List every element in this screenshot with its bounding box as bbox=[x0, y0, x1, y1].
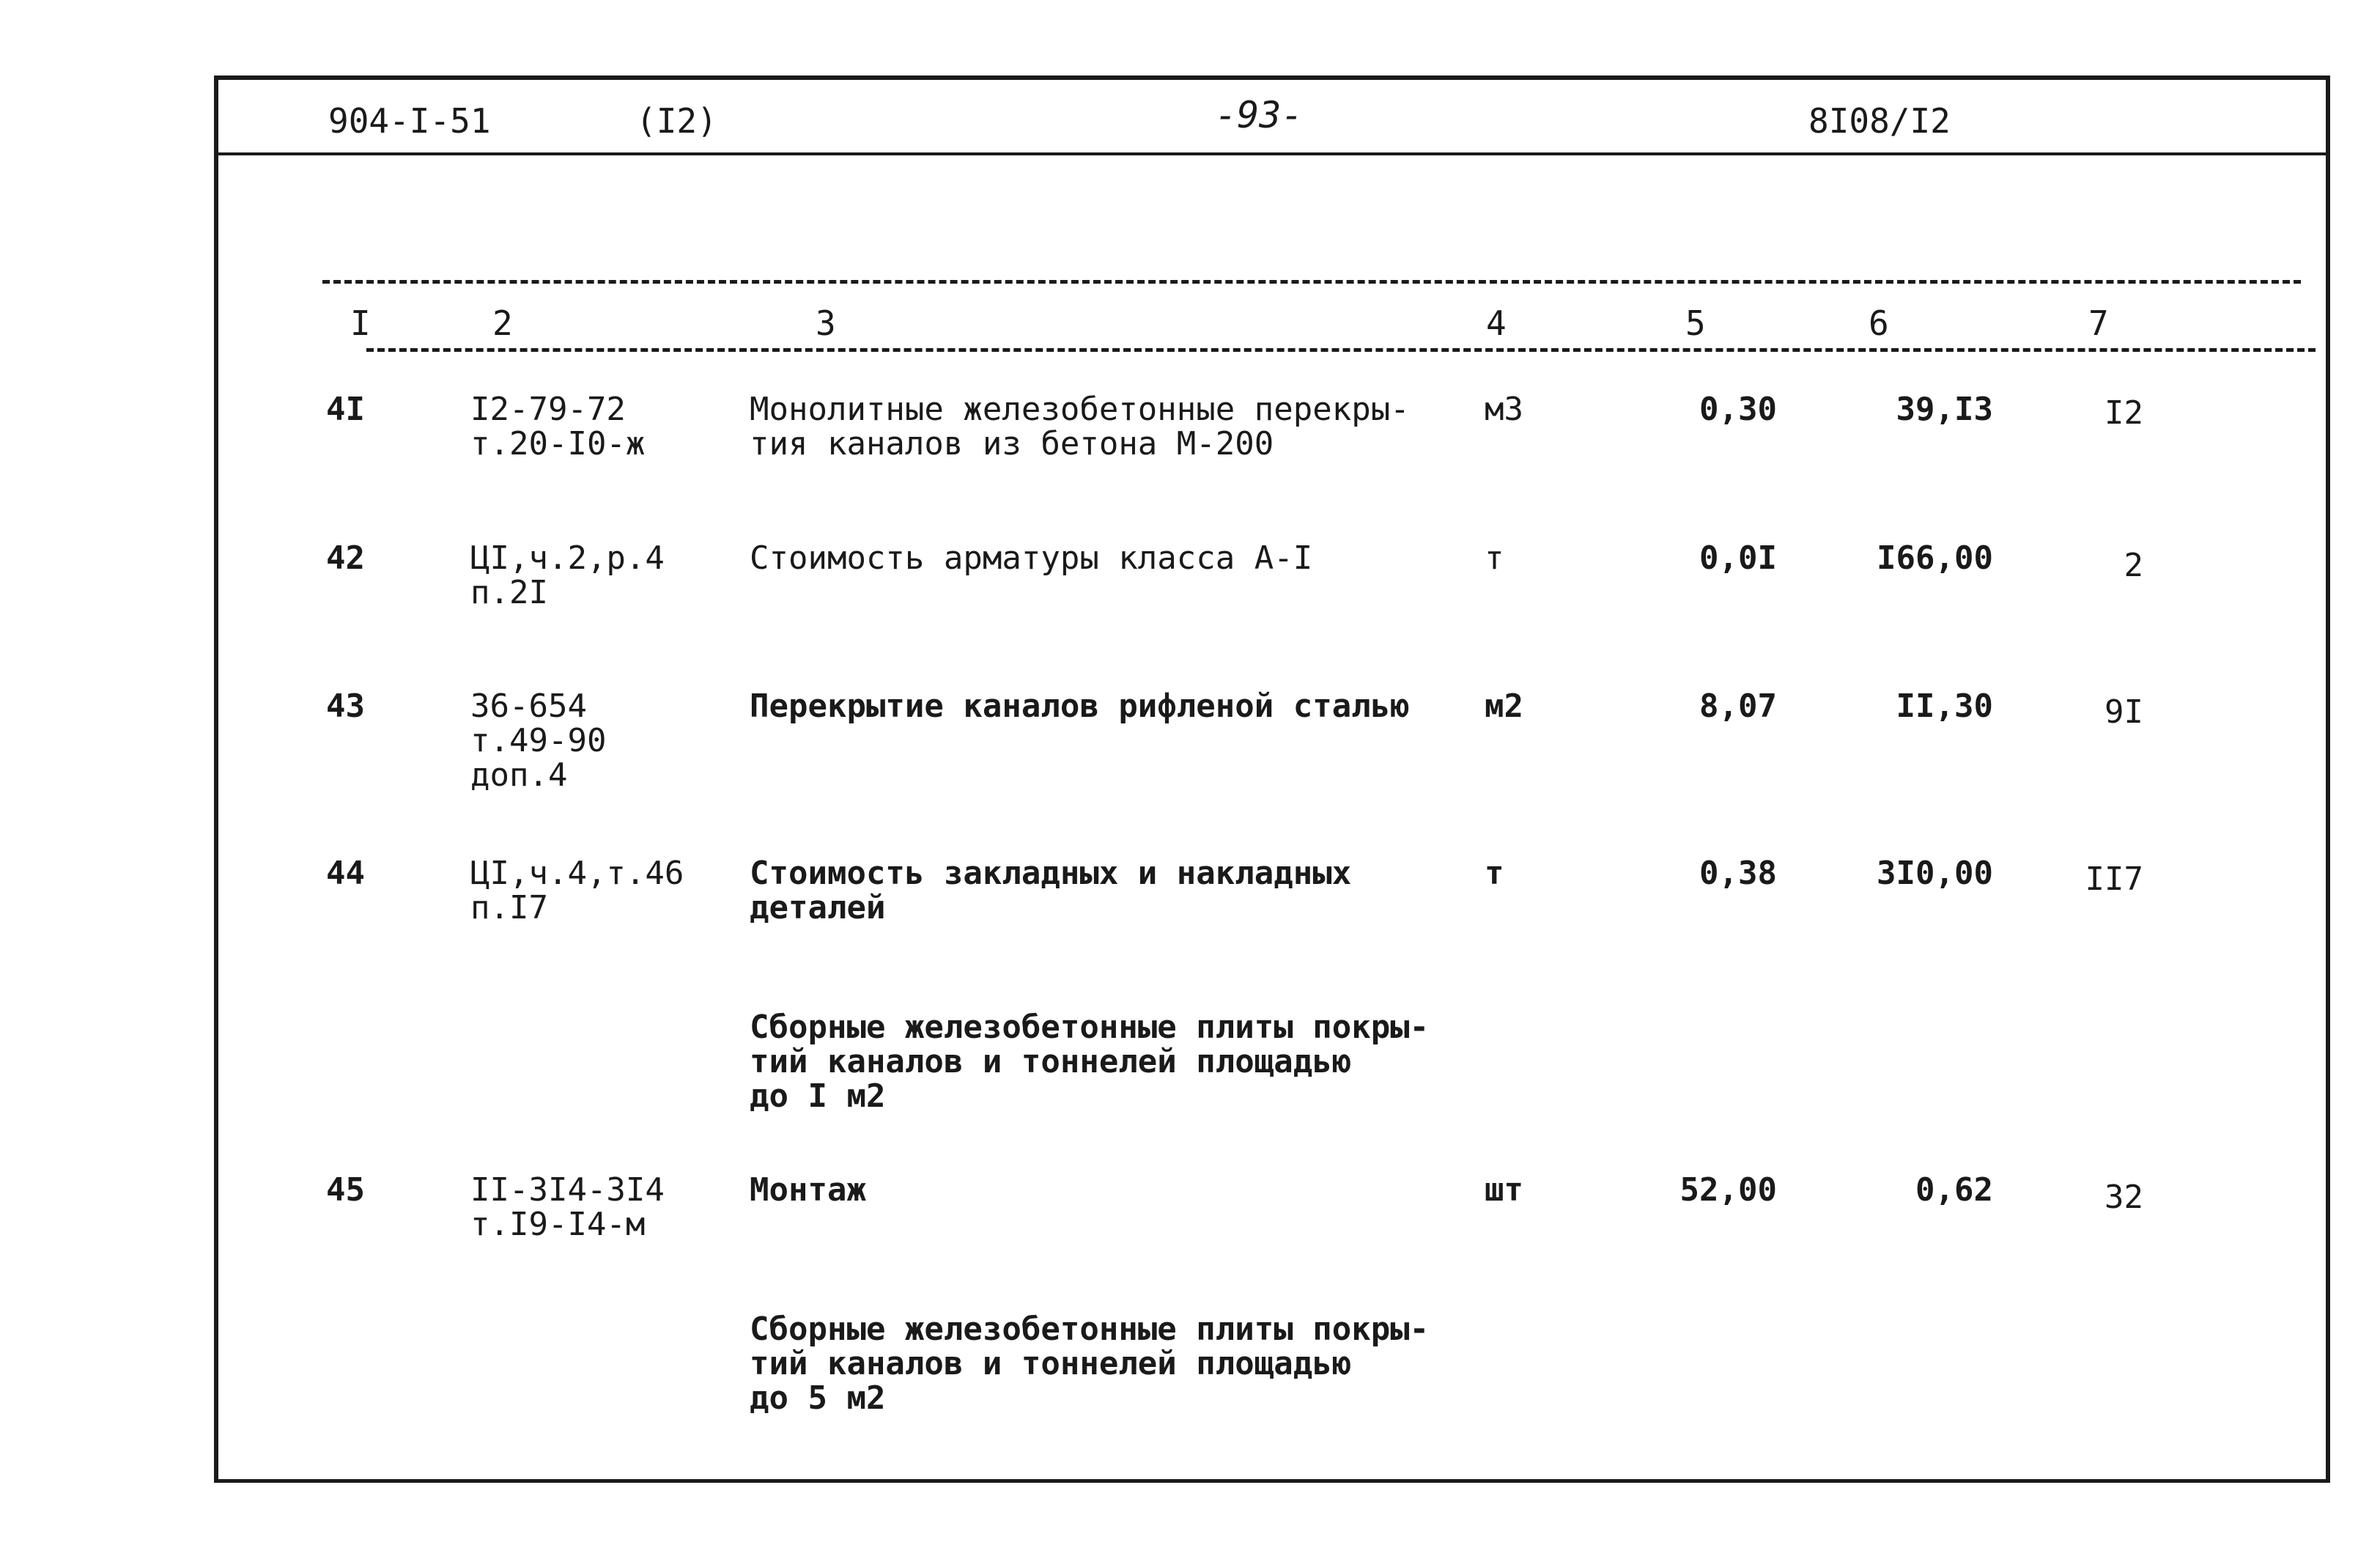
row-quantity: 0,30 bbox=[1699, 391, 1777, 428]
document-number: 904-I-51 bbox=[328, 101, 491, 141]
column-number-4: 4 bbox=[1486, 303, 1507, 343]
row-reference: ЦI,ч.4,т.46 п.I7 bbox=[470, 855, 684, 926]
column-number-2: 2 bbox=[492, 303, 513, 343]
row-total: I2 bbox=[2104, 394, 2143, 432]
table-top-dashed-rule bbox=[322, 280, 2301, 284]
row-unit: т bbox=[1485, 539, 1504, 577]
row-description: Монолитные железобетонные перекры- тия каналов из бетона М-200 bbox=[750, 391, 1410, 462]
row-unit: шт bbox=[1485, 1171, 1523, 1209]
row-description: Стоимость закладных и накладных деталей bbox=[750, 855, 1352, 926]
row-unit: м2 bbox=[1485, 688, 1523, 725]
row-reference: ЦI,ч.2,р.4 п.2I bbox=[470, 539, 665, 611]
row-quantity: 52,00 bbox=[1679, 1171, 1777, 1209]
table-header-dashed-rule bbox=[366, 348, 2316, 352]
row-quantity: 0,0I bbox=[1699, 539, 1777, 577]
page-number: -93- bbox=[1215, 94, 1304, 136]
row-reference: I2-79-72 т.20-I0-ж bbox=[470, 391, 646, 462]
row-total: 32 bbox=[2104, 1179, 2143, 1216]
row-quantity: 8,07 bbox=[1699, 688, 1777, 725]
row-number: 43 bbox=[326, 688, 365, 725]
row-number: 4I bbox=[326, 391, 365, 428]
section-heading: Сборные железобетонные плиты покры- тий каналов и тоннелей площадью до I м2 bbox=[750, 1009, 1430, 1115]
column-number-6: 6 bbox=[1869, 303, 1889, 343]
row-description: Монтаж bbox=[750, 1171, 866, 1209]
row-number: 42 bbox=[326, 539, 365, 577]
sheet-number: (I2) bbox=[636, 101, 717, 141]
header-rule bbox=[214, 152, 2330, 155]
row-unit: т bbox=[1485, 855, 1504, 892]
row-total: 9I bbox=[2104, 693, 2143, 731]
row-unit-price: II,30 bbox=[1896, 688, 1993, 725]
column-number-7: 7 bbox=[2088, 303, 2109, 343]
column-number-5: 5 bbox=[1685, 303, 1706, 343]
row-reference: II-3I4-3I4 т.I9-I4-м bbox=[470, 1171, 665, 1243]
row-number: 45 bbox=[326, 1171, 365, 1209]
column-number-3: 3 bbox=[816, 303, 836, 343]
document-code: 8I08/I2 bbox=[1808, 101, 1951, 141]
row-description: Стоимость арматуры класса А-I bbox=[750, 539, 1313, 577]
row-unit-price: 0,62 bbox=[1915, 1171, 1993, 1209]
row-total: II7 bbox=[2085, 860, 2143, 898]
column-number-1: I bbox=[350, 303, 371, 343]
row-total: 2 bbox=[2124, 547, 2143, 584]
row-unit-price: 3I0,00 bbox=[1877, 855, 1993, 892]
row-unit-price: I66,00 bbox=[1877, 539, 1993, 577]
section-heading: Сборные железобетонные плиты покры- тий каналов и тоннелей площадью до 5 м2 bbox=[750, 1311, 1430, 1417]
row-description: Перекрытие каналов рифленой сталью bbox=[750, 688, 1410, 725]
row-unit: м3 bbox=[1485, 391, 1523, 428]
row-number: 44 bbox=[326, 855, 365, 892]
row-quantity: 0,38 bbox=[1699, 855, 1777, 892]
row-reference: 36-654 т.49-90 доп.4 bbox=[470, 688, 607, 794]
row-unit-price: 39,I3 bbox=[1896, 391, 1993, 428]
